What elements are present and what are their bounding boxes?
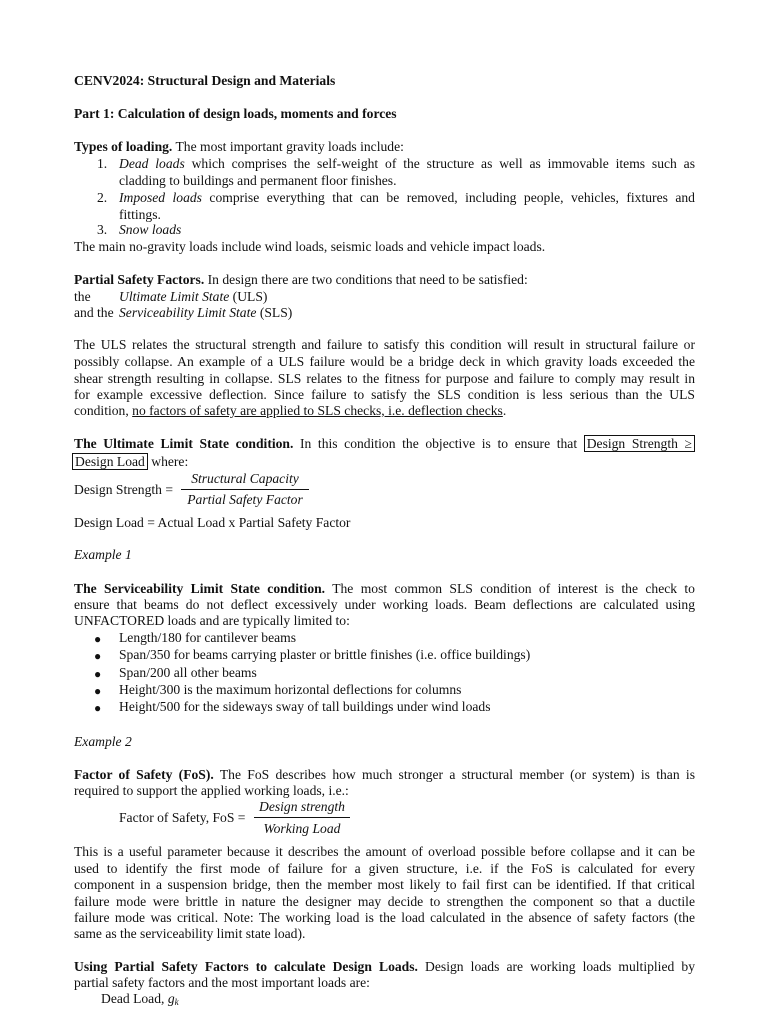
fos-numerator: Design strength — [259, 799, 345, 814]
fos-equation-label: Factor of Safety, FoS = — [119, 810, 246, 825]
bullet-icon: ● — [94, 632, 102, 646]
bullet-icon: ● — [94, 649, 102, 663]
design-load-box: Design Load — [72, 453, 148, 470]
sls-definition-line: and the Serviceability Limit State (SLS) — [74, 305, 293, 320]
types-of-loading-intro: Types of loading. The most important gravity loads include: — [74, 139, 404, 154]
fos-paragraph-line: same as the serviceability limit state load). — [74, 926, 306, 941]
bullet-icon: ● — [94, 684, 102, 698]
list-item-continuation: fittings. — [119, 207, 161, 222]
list-item-continuation: cladding to buildings and permanent floor finishes. — [119, 173, 397, 188]
uls-definition-line: the Ultimate Limit State (ULS) — [74, 289, 268, 304]
fos-paragraph-line: component in a suspension bridge, then the member most likely to fail first can be identified. If that critical — [74, 877, 695, 892]
uls-condition-line: Design Load where: — [74, 454, 695, 471]
sls-condition-line: UNFACTORED loads and are typically limited to: — [74, 613, 350, 628]
uls-sls-paragraph-line: The ULS relates the structural strength and failure to satisfy this condition will result in structural failure or — [74, 337, 695, 352]
design-strength-numerator: Structural Capacity — [191, 471, 299, 486]
list-item: Dead loads which comprises the self-weight of the structure as well as immovable items such as — [119, 156, 695, 171]
list-item: Imposed loads comprise everything that can be removed, including people, vehicles, fixtures and — [119, 190, 695, 205]
fos-paragraph-line: This is a useful parameter because it describes the amount of overload possible before collapse and it can be — [74, 844, 695, 859]
fos-line: Factor of Safety (FoS). The FoS describes how much stronger a structural member (or system) is than is — [74, 767, 695, 782]
fos-denominator: Working Load — [263, 821, 341, 836]
deflection-limit-item: Length/180 for cantilever beams — [119, 630, 297, 645]
design-strength-box: Design Strength ≥ — [584, 435, 695, 452]
example-1-label: Example 1 — [74, 547, 132, 562]
design-strength-label: Design Strength = — [74, 482, 174, 497]
bullet-icon: ● — [94, 701, 102, 715]
non-gravity-loads-text: The main no-gravity loads include wind loads, seismic loads and vehicle impact loads. — [74, 239, 546, 254]
list-item: Snow loads — [119, 222, 182, 237]
design-loads-line: partial safety factors and the most important loads are: — [74, 975, 370, 990]
fos-paragraph-line: used to identify the first mode of failure for a given structure, i.e. if the FoS is calculated for every — [74, 861, 695, 876]
fos-paragraph-line: failure mode was critical. Note: The working load is the load calculated in the absence of safety factors (the — [74, 910, 695, 925]
sls-note-underlined: no factors of safety are applied to SLS checks, i.e. deflection checks — [132, 403, 503, 418]
list-number: 2. — [97, 190, 108, 205]
list-number: 1. — [97, 156, 108, 171]
dead-load-line: Dead Load, $g_k$ — [101, 991, 179, 1007]
example-2-label: Example 2 — [74, 734, 132, 749]
sls-condition-line: ensure that beams do not deflect excessively under working loads. Beam deflections are calculated using — [74, 597, 695, 612]
sls-condition-line: The Serviceability Limit State condition. The most common SLS condition of interest is the check to — [74, 581, 695, 596]
bullet-icon: ● — [94, 667, 102, 681]
fos-line: required to support the applied working loads, i.e.: — [74, 783, 349, 798]
uls-condition-line: The Ultimate Limit State condition. In this condition the objective is to ensure that Design Strength ≥ — [74, 436, 695, 453]
design-loads-line: Using Partial Safety Factors to calculate Design Loads. Design loads are working loads multiplied by — [74, 959, 696, 974]
design-strength-denominator: Partial Safety Factor — [187, 492, 303, 507]
list-number: 3. — [97, 222, 108, 237]
deflection-limit-item: Height/300 is the maximum horizontal deflections for columns — [119, 682, 462, 697]
uls-sls-paragraph-line: possibly collapse. An example of a ULS failure would be a bridge deck in which gravity loads exceeded the — [74, 354, 695, 369]
deflection-limit-item: Span/200 all other beams — [119, 665, 257, 680]
fraction-bar — [254, 817, 350, 818]
deflection-limit-item: Span/350 for beams carrying plaster or brittle finishes (i.e. office buildings) — [119, 647, 531, 662]
fos-paragraph-line: failure mode were brittle in nature the designer may decide to strengthen the component so that a ductile — [74, 894, 695, 909]
deflection-limit-item: Height/500 for the sideways sway of tall buildings under wind loads — [119, 699, 491, 714]
part-title: Part 1: Calculation of design loads, moments and forces — [74, 106, 397, 121]
fraction-bar — [181, 489, 309, 490]
uls-sls-paragraph-line: for example excessive deflection. Since failure to satisfy the SLS condition is less serious than the ULS — [74, 387, 695, 402]
course-title: CENV2024: Structural Design and Materials — [74, 73, 336, 88]
partial-safety-intro: Partial Safety Factors. In design there are two conditions that need to be satisfied: — [74, 272, 528, 287]
uls-sls-paragraph-line: condition, no factors of safety are applied to SLS checks, i.e. deflection checks. — [74, 403, 507, 418]
design-load-equation: Design Load = Actual Load x Partial Safety Factor — [74, 515, 351, 530]
uls-sls-paragraph-line: shear strength resulting in collapse. SLS relates to the fitness for purpose and failure to comply may result in — [74, 371, 695, 386]
